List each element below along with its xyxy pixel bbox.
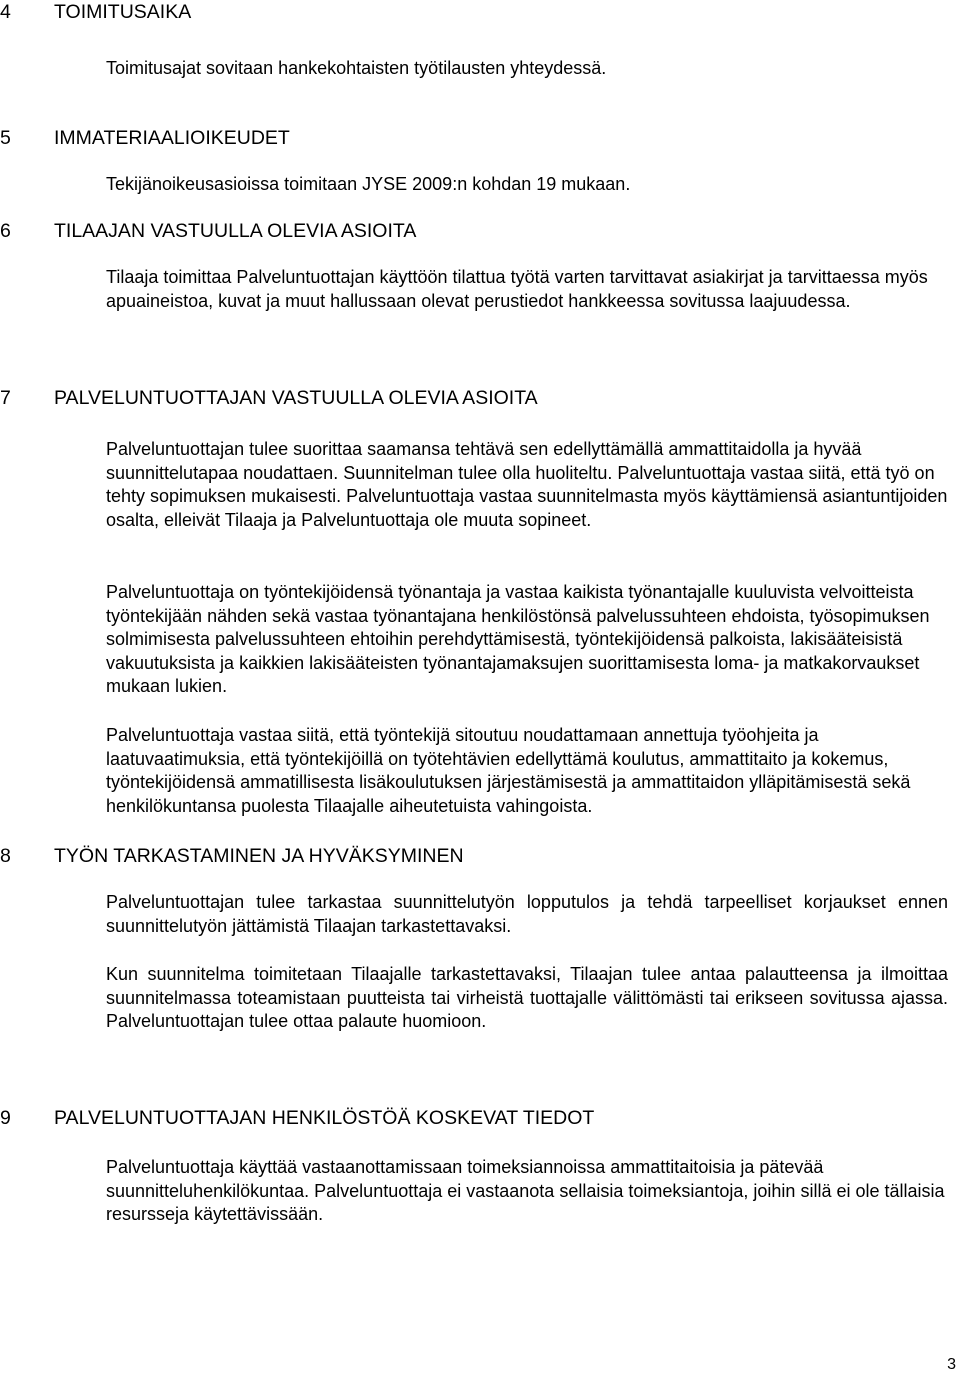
section-5-paragraph-1: Tekijänoikeusasioissa toimitaan JYSE 2009:n kohdan 19 mukaan. [106,174,631,194]
section-title: TILAAJAN VASTUULLA OLEVIA ASIOITA [54,220,417,242]
section-7-paragraph-2: Palveluntuottaja on työntekijöidensä työnantaja ja vastaa kaikista työnantajalle kuuluvista velvoitteista työntekijään nähden sekä vastaa työnantajana henkilöstönsä palvelussuhteen ehdoista, työsopimuksen solmimisesta palvelussuhteen ehtoihin perehdyttämisestä, työntekijöidensä palkoista, lakisääteisistä vakuutuksista ja kaikkien lakisääteisten työnantajamaksujen suorittamisesta loma- ja matkakorvaukset mukaan lukien. [106,582,930,696]
section-title: PALVELUNTUOTTAJAN VASTUULLA OLEVIA ASIOITA [54,387,538,409]
section-title: TYÖN TARKASTAMINEN JA HYVÄKSYMINEN [54,845,464,867]
section-number: 6 [0,220,11,242]
section-7-paragraph-3: Palveluntuottaja vastaa siitä, että työntekijä sitoutuu noudattamaan annettuja työohjeita ja laatuvaatimuksia, että työntekijöillä on työtehtävien edellyttämä koulutus, ammattitaito ja kokemus, työntekijöidensä ammatillisesta lisäkoulutuksen järjestämisestä ja ammattitaidon ylläpitämisestä sekä henkilökuntansa puolesta Tilaajalle aiheutetuista vahingoista. [106,725,911,816]
section-7-paragraph-1: Palveluntuottajan tulee suorittaa saamansa tehtävä sen edellyttämällä ammattitaidolla ja hyvää suunnittelutapaa noudattaen. Suunnitelman tulee olla huoliteltu. Palveluntuottaja vastaa siitä, että työ on tehty sopimuksen mukaisesti. Palveluntuottaja vastaa suunnitelmasta myös käyttämiensä asiantuntijoiden osalta, elleivät Tilaaja ja Palveluntuottaja ole muuta sopineet. [106,439,948,530]
section-5-heading [0,126,290,150]
section-8-heading [0,844,464,868]
section-8-paragraph-1: Palveluntuottajan tulee tarkastaa suunnittelutyön lopputulos ja tehdä tarpeelliset korjaukset ennen suunnittelutyön jättämistä Tilaajan tarkastettavaksi. [106,892,948,936]
section-number: 5 [0,127,11,149]
section-9-paragraph-1: Palveluntuottaja käyttää vastaanottamissaan toimeksiannoissa ammattitaitoisia ja pätevää suunnitteluhenkilökuntaa. Palveluntuottaja ei vastaanota sellaisia toimeksiantoja, joihin sillä ei ole tällaisia resursseja käytettävissään. [106,1157,945,1224]
section-7-heading [0,386,538,410]
section-number: 9 [0,1107,11,1129]
section-4-heading [0,0,191,24]
section-number: 7 [0,387,11,409]
section-title: IMMATERIAALIOIKEUDET [54,127,290,149]
page-number: 3 [947,1356,956,1373]
section-4-paragraph-1: Toimitusajat sovitaan hankekohtaisten työtilausten yhteydessä. [106,58,607,78]
section-number: 8 [0,845,11,867]
section-title: PALVELUNTUOTTAJAN HENKILÖSTÖÄ KOSKEVAT TIEDOT [54,1107,595,1129]
section-9-heading [0,1106,594,1130]
section-number: 4 [0,1,11,23]
section-6-heading [0,219,416,243]
section-8-paragraph-2: Kun suunnitelma toimitetaan Tilaajalle tarkastettavaksi, Tilaajan tulee antaa palautteensa ja ilmoittaa suunnitelmassa toteamistaan puutteista tai virheistä tuottajalle välittömästi tai erikseen sovitussa ajassa. Palveluntuottajan tulee ottaa palaute huomioon. [106,964,948,1031]
section-title: TOIMITUSAIKA [54,1,192,23]
section-6-paragraph-1: Tilaaja toimittaa Palveluntuottajan käyttöön tilattua työtä varten tarvittavat asiakirjat ja tarvittaessa myös apuaineistoa, kuvat ja muut hallussaan olevat perustiedot hankkeessa sovitussa laajuudessa. [106,267,928,311]
